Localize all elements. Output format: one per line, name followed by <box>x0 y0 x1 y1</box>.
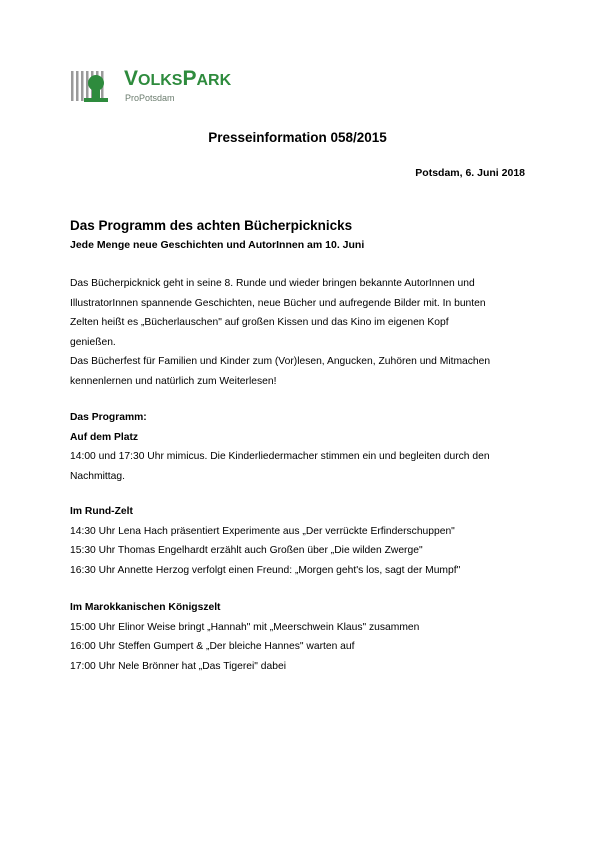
section-heading-platz: Auf dem Platz <box>70 431 139 443</box>
program-heading: Das Programm: <box>70 412 147 423</box>
press-release-title: Presseinformation 058/2015 <box>208 130 387 145</box>
program-section-koenigszelt <box>70 598 530 676</box>
program-line: 17:00 Uhr Nele Brönner hat „Das Tigerei" dabei <box>70 660 287 672</box>
intro-paragraph <box>70 274 530 391</box>
logo-subtitle: ProPotsdam <box>125 93 175 103</box>
logo-brand-part2: ARK <box>196 72 232 89</box>
intro-line: Das Bücherpicknick geht in seine 8. Runde und wieder bringen bekannte AutorInnen und <box>70 278 475 289</box>
intro-line: Zelten heißt es „Bücherlauschen" auf großen Kissen und das Kino im eigenen Kopf <box>70 317 449 328</box>
program-section-platz <box>70 408 530 486</box>
program-line: 15:30 Uhr Thomas Engelhardt erzählt auch Großen über „Die wilden Zwerge" <box>70 545 423 556</box>
intro-line: genießen. <box>70 336 116 348</box>
logo-mark-icon <box>70 68 120 108</box>
section-heading-koenigszelt: Im Marokkanischen Königszelt <box>70 602 221 613</box>
program-section-rundzelt <box>70 502 530 580</box>
volkspark-logo <box>70 68 270 108</box>
intro-line: IllustratorInnen spannende Geschichten, neue Bücher und aufregende Bilder mit. In bunten <box>70 297 486 309</box>
program-line: 15:00 Uhr Elinor Weise bringt „Hannah" mit „Meerschwein Klaus" zusammen <box>70 621 420 633</box>
press-release-date: Potsdam, 6. Juni 2018 <box>415 167 525 179</box>
intro-line: Das Bücherfest für Familien und Kinder zum (Vor)lesen, Angucken, Zuhören und Mitmachen <box>70 356 491 367</box>
program-line: 14:00 und 17:30 Uhr mimicus. Die Kinderliedermacher stimmen ein und begleiten durch den <box>70 451 490 462</box>
logo-brand-part1: OLKS <box>138 72 183 89</box>
subheadline: Jede Menge neue Geschichten und AutorInnen am 10. Juni <box>70 239 365 251</box>
section-heading-rundzelt: Im Rund-Zelt <box>70 506 133 517</box>
program-line: 14:30 Uhr Lena Hach präsentiert Experimente aus „Der verrückte Erfinderschuppen" <box>70 525 455 537</box>
program-line: Nachmittag. <box>70 470 125 482</box>
program-line: 16:00 Uhr Steffen Gumpert & „Der bleiche Hannes" warten auf <box>70 641 355 652</box>
intro-line: kennenlernen und natürlich zum Weiterlesen! <box>70 375 277 387</box>
logo-brand: VOLKSPARK <box>124 67 232 90</box>
headline: Das Programm des achten Bücherpicknicks <box>70 218 353 233</box>
program-line: 16:30 Uhr Annette Herzog verfolgt einen Freund: „Morgen geht's los, sagt der Mumpf" <box>70 564 461 576</box>
